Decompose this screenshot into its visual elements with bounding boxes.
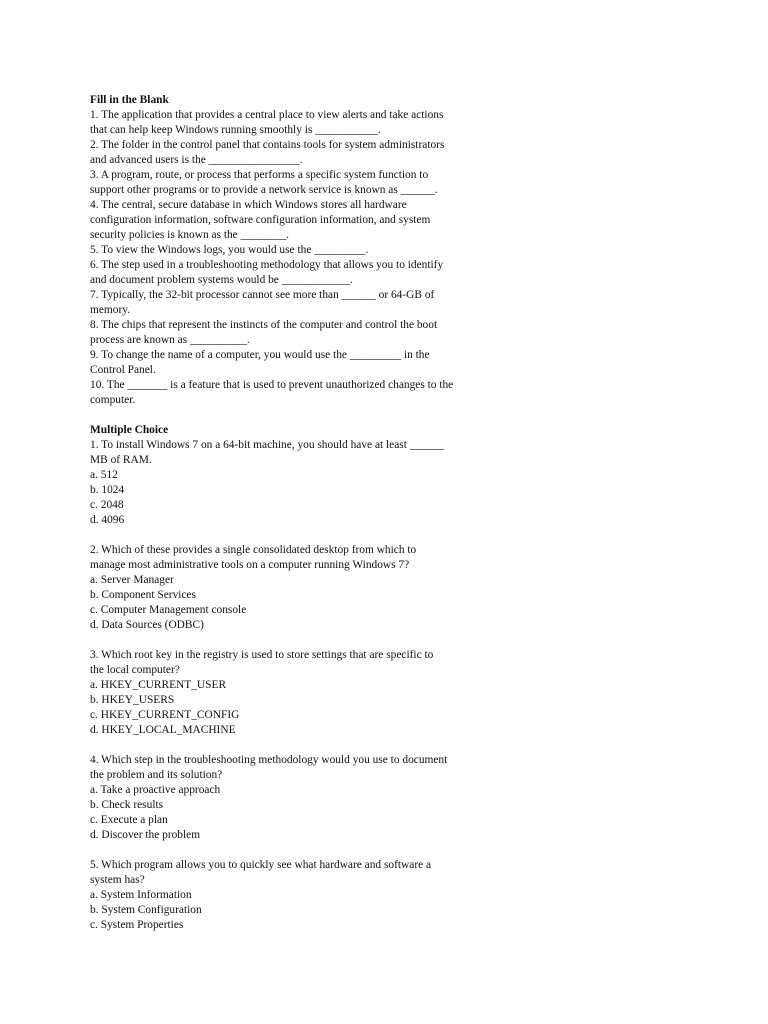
answer-option: a. Take a proactive approach <box>90 784 221 796</box>
mc-question-2 <box>90 543 500 633</box>
question-text: 4. Which step in the troubleshooting methodology would you use to document <box>90 754 448 766</box>
section-title-multiple-choice: Multiple Choice <box>90 424 169 436</box>
answer-option: c. System Properties <box>90 919 184 931</box>
answer-option: a. HKEY_CURRENT_USER <box>90 679 227 691</box>
multiple-choice-section <box>90 423 500 933</box>
question-text: 1. To install Windows 7 on a 64-bit machine, you should have at least ______ <box>90 439 444 451</box>
question-text: system has? <box>90 874 145 886</box>
answer-option: b. Check results <box>90 799 164 811</box>
answer-option: b. Component Services <box>90 589 196 601</box>
fib-line: computer. <box>90 394 136 406</box>
fib-line: and advanced users is the ________________. <box>90 154 303 166</box>
answer-option: d. HKEY_LOCAL_MACHINE <box>90 724 236 736</box>
section-gap <box>90 408 500 423</box>
mc-question-4 <box>90 753 500 843</box>
answer-option: c. HKEY_CURRENT_CONFIG <box>90 709 240 721</box>
fib-line: process are known as __________. <box>90 334 250 346</box>
section-title-fill-in-blank: Fill in the Blank <box>90 94 169 106</box>
question-text: the local computer? <box>90 664 180 676</box>
fib-line: security policies is known as the ________. <box>90 229 289 241</box>
answer-option: a. Server Manager <box>90 574 174 586</box>
fib-line: 6. The step used in a troubleshooting methodology that allows you to identify <box>90 259 444 271</box>
fib-line: 8. The chips that represent the instincts of the computer and control the boot <box>90 319 438 331</box>
answer-option: a. 512 <box>90 469 118 481</box>
question-text: the problem and its solution? <box>90 769 223 781</box>
answer-option: d. Discover the problem <box>90 829 201 841</box>
answer-option: d. 4096 <box>90 514 125 526</box>
fib-line: Control Panel. <box>90 364 156 376</box>
mc-question-5 <box>90 858 500 933</box>
mc-question-3 <box>90 648 500 738</box>
mc-question-1 <box>90 438 500 528</box>
answer-option: c. Execute a plan <box>90 814 168 826</box>
fib-line: 7. Typically, the 32-bit processor cannot see more than ______ or 64-GB of <box>90 289 435 301</box>
fib-line: 1. The application that provides a central place to view alerts and take actions <box>90 109 444 121</box>
question-text: 5. Which program allows you to quickly see what hardware and software a <box>90 859 432 871</box>
answer-option: b. HKEY_USERS <box>90 694 175 706</box>
fib-line: 10. The _______ is a feature that is used to prevent unauthorized changes to the <box>90 379 454 391</box>
question-text: MB of RAM. <box>90 454 152 466</box>
answer-option: c. Computer Management console <box>90 604 247 616</box>
fib-line: 3. A program, route, or process that performs a specific system function to <box>90 169 429 181</box>
fib-line: 9. To change the name of a computer, you would use the _________ in the <box>90 349 430 361</box>
fill-in-blank-section <box>90 93 500 408</box>
answer-option: b. 1024 <box>90 484 125 496</box>
answer-option: b. System Configuration <box>90 904 202 916</box>
answer-option: a. System Information <box>90 889 192 901</box>
fib-line: 2. The folder in the control panel that contains tools for system administrators <box>90 139 445 151</box>
fib-line: and document problem systems would be ____________. <box>90 274 353 286</box>
answer-option: c. 2048 <box>90 499 124 511</box>
fib-line: that can help keep Windows running smoothly is ___________. <box>90 124 381 136</box>
question-text: 2. Which of these provides a single consolidated desktop from which to <box>90 544 417 556</box>
fib-line: configuration information, software configuration information, and system <box>90 214 431 226</box>
answer-option: d. Data Sources (ODBC) <box>90 619 204 631</box>
fib-line: memory. <box>90 304 131 316</box>
question-text: manage most administrative tools on a computer running Windows 7? <box>90 559 410 571</box>
document-page <box>90 93 500 948</box>
fib-line: 5. To view the Windows logs, you would use the _________. <box>90 244 369 256</box>
fib-line: 4. The central, secure database in which Windows stores all hardware <box>90 199 407 211</box>
fib-line: support other programs or to provide a network service is known as ______. <box>90 184 438 196</box>
question-text: 3. Which root key in the registry is used to store settings that are specific to <box>90 649 434 661</box>
